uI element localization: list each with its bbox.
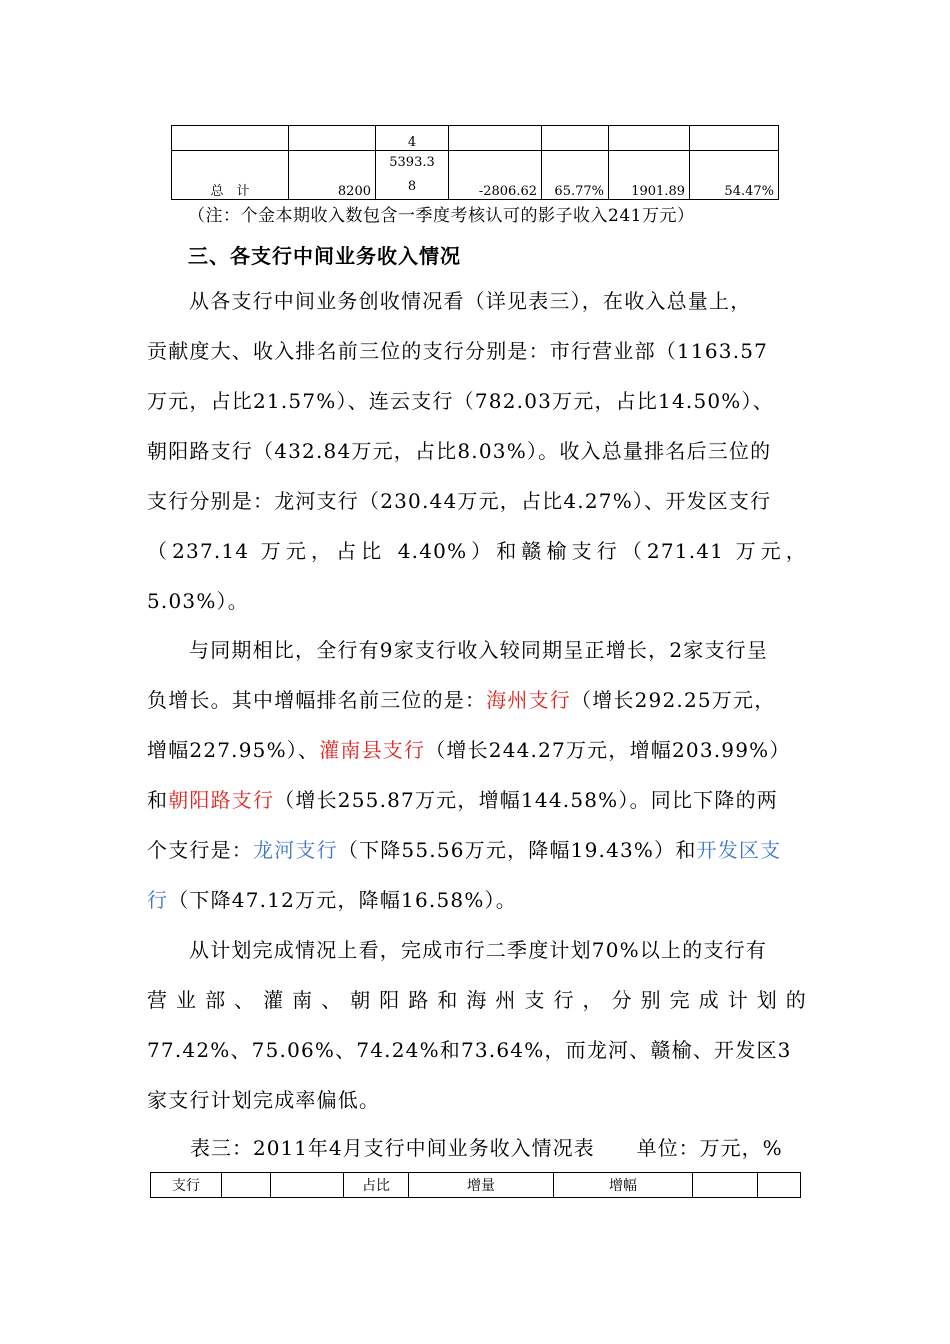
table-cell xyxy=(609,126,690,151)
branch-income-table xyxy=(150,1172,801,1198)
total-label: 总 计 xyxy=(172,151,289,200)
column-header: 增量 xyxy=(409,1173,554,1198)
text-line: 行（下降47.12万元，降幅16.58%）。 xyxy=(147,888,517,912)
text-line: 77.42%、75.06%、74.24%和73.64%，而龙河、赣榆、开发区3 xyxy=(147,1038,792,1062)
text-line: 贡献度大、收入排名前三位的支行分别是：市行营业部（1163.57 xyxy=(147,339,769,363)
total-income-line1: 5393.3 xyxy=(389,155,435,170)
text-line: 与同期相比，全行有9家支行收入较同期呈正增长，2家支行呈 xyxy=(189,638,769,662)
table-cell xyxy=(690,126,779,151)
highlight-blue: 行 xyxy=(147,888,169,912)
table-unit: 单位：万元，% xyxy=(636,1136,783,1160)
column-header xyxy=(693,1173,758,1198)
table-note: （注：个金本期收入数包含一季度考核认可的影子收入241万元） xyxy=(188,206,695,226)
table-caption xyxy=(190,1132,783,1161)
total-pct: 65.77% xyxy=(542,151,609,200)
highlight-red: 海州支行 xyxy=(486,688,572,712)
text-line: 负增长。其中增幅排名前三位的是：海州支行（增长292.25万元， xyxy=(147,688,776,712)
highlight-red: 朝阳路支行 xyxy=(168,788,275,812)
table-header-row xyxy=(151,1173,801,1198)
paragraph-growth xyxy=(147,625,807,925)
table-cell xyxy=(289,126,376,151)
column-header xyxy=(222,1173,271,1198)
table-cell xyxy=(172,126,289,151)
table-row xyxy=(172,126,779,151)
total-income-line2: 8 xyxy=(407,179,417,194)
total-change: -2806.62 xyxy=(449,151,542,200)
text-line: 增幅227.95%）、灌南县支行（增长244.27万元，增幅203.99%） xyxy=(147,738,791,762)
total-increase: 1901.89 xyxy=(609,151,690,200)
table-cell xyxy=(542,126,609,151)
paragraph-income-ranking xyxy=(147,276,807,626)
table-cell xyxy=(449,126,542,151)
text-line: 5.03%）。 xyxy=(147,589,249,613)
text-line: 个支行是：龙河支行（下降55.56万元，降幅19.43%）和开发区支 xyxy=(147,838,782,862)
text-line: （237.14 万元，占比 4.40%）和赣榆支行（271.41 万元， xyxy=(147,539,807,563)
highlight-red: 灌南县支行 xyxy=(319,738,426,762)
total-plan: 8200 xyxy=(289,151,376,200)
section-heading: 三、各支行中间业务收入情况 xyxy=(188,244,461,268)
total-income xyxy=(376,151,449,200)
text-line: 和朝阳路支行（增长255.87万元，增幅144.58%）。同比下降的两 xyxy=(147,788,778,812)
total-growth: 54.47% xyxy=(690,151,779,200)
column-header: 增幅 xyxy=(554,1173,693,1198)
text-line: 从计划完成情况上看，完成市行二季度计划70%以上的支行有 xyxy=(189,938,768,962)
paragraph-plan-completion xyxy=(147,925,807,1125)
text-line: 家支行计划完成率偏低。 xyxy=(147,1088,381,1112)
highlight-blue: 开发区支 xyxy=(696,838,782,862)
summary-table xyxy=(171,125,779,200)
text-line: 朝阳路支行（432.84万元，占比8.03%）。收入总量排名后三位的 xyxy=(147,439,772,463)
column-header xyxy=(758,1173,801,1198)
column-header xyxy=(271,1173,344,1198)
table-title: 表三：2011年4月支行中间业务收入情况表 xyxy=(190,1136,595,1160)
highlight-blue: 龙河支行 xyxy=(253,838,338,862)
column-header: 支行 xyxy=(151,1173,222,1198)
column-header: 占比 xyxy=(344,1173,409,1198)
table-row-total xyxy=(172,151,779,200)
text-line: 万元，占比21.57%）、连云支行（782.03万元，占比14.50%）、 xyxy=(147,389,774,413)
text-line: 营业部、灌南、朝阳路和海州支行，分别完成计划的 xyxy=(147,988,807,1012)
text-line: 支行分别是：龙河支行（230.44万元，占比4.27%）、开发区支行 xyxy=(147,489,772,513)
table-cell: 4 xyxy=(376,126,449,151)
text-line: 从各支行中间业务创收情况看（详见表三），在收入总量上， xyxy=(189,289,752,313)
